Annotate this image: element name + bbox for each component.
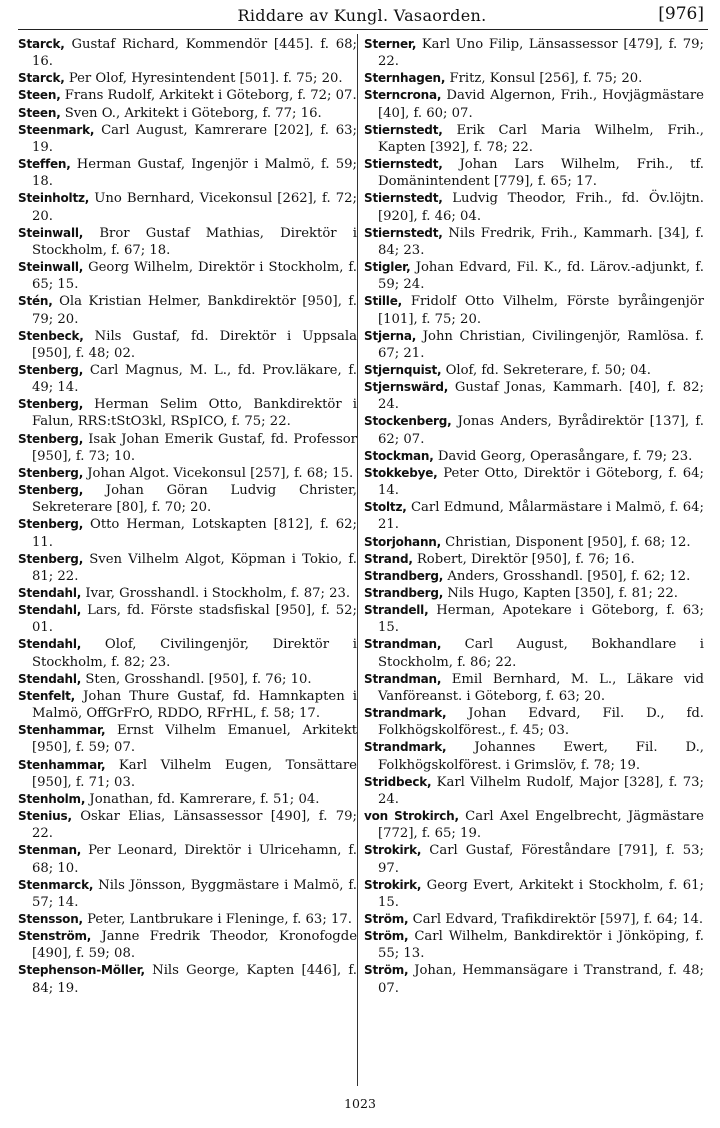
entry-surname: Stensson, (18, 911, 83, 926)
entry-details: Isak Johan Emerik Gustaf, fd. Professor [950], f. 73; 10. (32, 431, 357, 464)
register-entry (364, 448, 704, 465)
entry-surname: Stoltz, (364, 500, 407, 515)
entry-surname: Stenhammar, (18, 723, 106, 738)
entry-details: Johannes Ewert, Fil. D., Folkhögskolförest. i Grimslöv, f. 78; 19. (378, 740, 704, 773)
entry-surname: Starck, (18, 37, 65, 51)
entry-details: Johan Edvard, Fil. K., fd. Lärov.-adjunkt, f. 59; 24. (378, 260, 704, 293)
register-entry (18, 585, 357, 602)
entry-details: Carl Edvard, Trafikdirektör [597], f. 64; 14. (408, 911, 704, 927)
register-entry (18, 105, 357, 122)
register-entry (364, 602, 704, 636)
register-entry (364, 379, 704, 413)
register-entry (18, 671, 357, 688)
entry-details: Carl Edmund, Målarmästare i Malmö, f. 64; 21. (378, 500, 704, 533)
entry-surname: Stjerna, (364, 328, 417, 343)
entry-details: Nils Gustaf, fd. Direktör i Uppsala [950], f. 48; 02. (32, 328, 357, 361)
register-entry (18, 122, 357, 156)
register-entry (18, 328, 357, 362)
register-entry (364, 808, 704, 842)
entry-surname: Stendahl, (18, 586, 82, 600)
entry-details: Erik Carl Maria Wilhelm, Frih., Kapten [392], f. 78; 22. (378, 122, 704, 155)
register-entry (364, 328, 704, 362)
entry-details: Herman Selim Otto, Bankdirektör i Falun, RRS:tStO3kl, RSpICO, f. 75; 22. (32, 397, 357, 430)
entry-surname: Stockman, (364, 448, 434, 463)
register-entry (18, 36, 357, 70)
entry-details: David Algernon, Frih., Hovjägmästare [40], f. 60; 07. (378, 88, 704, 121)
entry-surname: Steffen, (18, 157, 71, 172)
entry-details: Nils Fredrik, Frih., Kammarh. [34], f. 84; 23. (378, 225, 704, 258)
register-entry (364, 499, 704, 533)
register-entry (18, 722, 357, 756)
register-entry (18, 190, 357, 224)
bracketed-page-number: [976] (658, 4, 704, 24)
entry-details: Johan Thure Gustaf, fd. Hamnkapten i Malmö, OffGrFrO, RDDO, RFrHL, f. 58; 17. (32, 688, 357, 722)
entry-surname: Stenman, (18, 843, 82, 858)
entry-details: Johan Lars Wilhelm, Frih., tf. Domänintendent [779], f. 65; 17. (378, 157, 704, 190)
entry-surname: Strandman, (364, 637, 442, 652)
entry-details: Carl August, Bokhandlare i Stockholm, f. 86; 22. (378, 637, 704, 670)
entry-surname: Sterncrona, (364, 88, 442, 103)
entry-surname: Strokirk, (364, 877, 422, 892)
entry-details: Carl Magnus, M. L., fd. Prov.läkare, f. 49; 14. (32, 362, 357, 396)
entry-surname: von Strokirch, (364, 809, 459, 824)
entry-surname: Ström, (364, 911, 409, 926)
entry-surname: Steenmark, (18, 122, 95, 137)
entry-surname: Strandmark, (364, 706, 447, 721)
register-entry (18, 516, 357, 550)
register-entry (364, 585, 704, 602)
entry-surname: Storjohann, (364, 534, 441, 549)
entry-details: Per Leonard, Direktör i Ulricehamn, f. 68; 10. (32, 843, 357, 876)
entry-surname: Stokkebye, (364, 465, 438, 480)
register-entry (18, 842, 357, 876)
entry-details: Johan Göran Ludvig Christer, Sekreterare [80], f. 70; 20. (32, 483, 357, 516)
entry-details: Sten, Grosshandl. [950], f. 76; 10. (81, 671, 312, 687)
register-entry (18, 757, 357, 791)
register-entry (18, 602, 357, 636)
entry-details: Olof, fd. Sekreterare, f. 50; 04. (441, 362, 651, 378)
entry-details: Jonathan, fd. Kamrerare, f. 51; 04. (85, 791, 320, 807)
entry-surname: Stenholm, (18, 791, 86, 806)
register-entry (18, 688, 357, 722)
entry-details: Otto Herman, Lotskapten [812], f. 62; 11. (32, 517, 357, 550)
register-entry (364, 122, 704, 156)
entry-surname: Stendahl, (18, 603, 82, 618)
entry-details: Karl Vilhelm Eugen, Tonsättare [950], f. 71; 03. (32, 757, 357, 790)
entry-surname: Stenberg, (18, 362, 84, 377)
register-entry (364, 362, 704, 379)
entry-surname: Steen, (18, 88, 61, 103)
page-header (18, 4, 706, 30)
entry-surname: Stiernstedt, (364, 225, 443, 240)
entry-surname: Strokirk, (364, 843, 422, 858)
entry-surname: Stenbeck, (18, 328, 84, 343)
entry-surname: Stenberg, (18, 517, 84, 532)
entry-surname: Stenström, (18, 929, 92, 944)
entry-surname: Strandberg, (364, 586, 444, 600)
entry-surname: Stenmarck, (18, 877, 94, 892)
entry-details: Carl Gustaf, Föreståndare [791], f. 53; 97. (378, 843, 704, 876)
register-entry (18, 225, 357, 259)
entry-surname: Stjernswärd, (364, 380, 449, 395)
entry-surname: Starck, (18, 71, 65, 86)
register-entry (364, 636, 704, 670)
register-entry (18, 259, 357, 293)
entry-surname: Stephenson-Möller, (18, 963, 145, 978)
entry-details: Carl Wilhelm, Bankdirektör i Jönköping, f. 55; 13. (378, 929, 704, 962)
register-entry (18, 156, 357, 190)
register-entry (364, 259, 704, 293)
register-entry (18, 465, 357, 482)
register-entry (364, 928, 704, 962)
entry-details: Nils Hugo, Kapten [350], f. 81; 22. (443, 586, 678, 601)
register-entry (18, 396, 357, 430)
register-entry (364, 70, 704, 87)
entry-details: Gustaf Jonas, Kammarh. [40], f. 82; 24. (378, 380, 704, 413)
register-entry (364, 962, 704, 996)
register-entry (18, 808, 357, 842)
register-entry (364, 774, 704, 808)
entry-surname: Stendahl, (18, 671, 82, 686)
register-entry (364, 190, 704, 224)
register-entry (364, 465, 704, 499)
entry-details: Sven Vilhelm Algot, Köpman i Tokio, f. 81; 22. (32, 551, 357, 584)
entry-surname: Stenius, (18, 809, 72, 824)
entry-surname: Strandell, (364, 603, 429, 618)
entry-details: Uno Bernhard, Vicekonsul [262], f. 72; 20. (32, 191, 357, 224)
entry-details: Nils Jönsson, Byggmästare i Malmö, f. 57; 14. (32, 877, 357, 910)
entry-details: Fritz, Konsul [256], f. 75; 20. (445, 71, 643, 87)
entry-surname: Stenberg, (18, 465, 84, 480)
entry-details: Peter, Lantbrukare i Fleninge, f. 63; 17. (82, 911, 352, 927)
entry-details: Karl Uno Filip, Länsassessor [479], f. 79; 22. (378, 37, 704, 70)
entry-details: Per Olof, Hyresintendent [501]. f. 75; 20. (64, 71, 343, 87)
register-entry (364, 842, 704, 876)
entry-details: Oskar Elias, Länsassessor [490], f. 79; 22. (32, 809, 357, 842)
register-entry (18, 928, 357, 962)
entry-surname: Stiernstedt, (364, 157, 443, 172)
header-rule (18, 29, 708, 30)
register-entry (18, 431, 357, 465)
entry-surname: Strandmark, (364, 740, 447, 755)
entry-surname: Stenberg, (18, 431, 84, 446)
entry-details: Bror Gustaf Mathias, Direktör i Stockholm, f. 67; 18. (32, 225, 357, 258)
entry-surname: Strand, (364, 551, 413, 566)
entry-details: Jonas Anders, Byrådirektör [137], f. 62; 07. (378, 414, 704, 447)
entry-surname: Stenberg, (18, 397, 84, 412)
entry-surname: Stiernstedt, (364, 191, 443, 206)
entry-details: Carl August, Kamrerare [202], f. 63; 19. (32, 122, 357, 155)
register-entry (18, 482, 357, 516)
register-entry (364, 671, 704, 705)
entry-details: Ola Kristian Helmer, Bankdirektör [950], f. 79; 20. (32, 294, 357, 327)
register-entry (364, 911, 704, 928)
running-title: Riddare av Kungl. Vasaorden. (237, 6, 487, 25)
register-entry (364, 534, 704, 551)
entry-details: Johan Algot. Vicekonsul [257], f. 68; 15. (83, 465, 354, 481)
entry-surname: Stille, (364, 294, 403, 309)
entry-surname: Stockenberg, (364, 414, 452, 429)
entry-details: Anders, Grosshandl. [950], f. 62; 12. (443, 568, 691, 584)
entry-surname: Stenberg, (18, 551, 84, 566)
entry-surname: Ström, (364, 929, 409, 944)
register-entry (364, 551, 704, 568)
page-footer-number: 1023 (344, 1096, 376, 1111)
entry-details: Carl Axel Engelbrecht, Jägmästare [772], f. 65; 19. (378, 809, 704, 842)
register-entry (364, 568, 704, 585)
entry-surname: Steinwall, (18, 225, 84, 240)
register-entry (18, 791, 357, 808)
register-entry (364, 413, 704, 447)
entry-details: Johan Edvard, Fil. D., fd. Folkhögskolförest., f. 45; 03. (378, 706, 704, 739)
entry-details: Christian, Disponent [950], f. 68; 12. (440, 534, 691, 550)
register-entry (364, 293, 704, 327)
register-entry (364, 36, 704, 70)
entry-surname: Steinwall, (18, 260, 84, 275)
register-entry (364, 156, 704, 190)
entry-surname: Stenfelt, (18, 688, 76, 703)
entry-surname: Strandberg, (364, 568, 444, 583)
register-entry (364, 87, 704, 121)
entry-details: Lars, fd. Förste stadsfiskal [950], f. 52; 01. (32, 603, 357, 636)
register-entry (364, 225, 704, 259)
register-entry (364, 739, 704, 773)
entry-details: David Georg, Operasångare, f. 79; 23. (433, 448, 693, 464)
entry-surname: Stjernquist, (364, 362, 442, 377)
entry-surname: Stendahl, (18, 637, 82, 652)
entry-surname: Stridbeck, (364, 774, 432, 789)
column-divider (357, 34, 358, 1086)
entry-details: Georg Evert, Arkitekt i Stockholm, f. 61; 15. (378, 877, 704, 910)
entry-details: Ludvig Theodor, Frih., fd. Öv.löjtn. [920], f. 46; 04. (378, 191, 704, 224)
entry-details: Peter Otto, Direktör i Göteborg, f. 64; 14. (378, 465, 704, 499)
entry-details: Ernst Vilhelm Emanuel, Arkitekt [950], f. 59; 07. (32, 723, 357, 756)
register-entry (18, 636, 357, 670)
register-entry (364, 705, 704, 739)
entry-details: Fridolf Otto Vilhelm, Förste byråingenjör [101], f. 75; 20. (378, 294, 704, 327)
entry-surname: Stigler, (364, 260, 411, 275)
register-entry (18, 911, 357, 928)
entry-surname: Steinholtz, (18, 191, 90, 206)
entry-details: Gustaf Richard, Kommendör [445]. f. 68; 16. (32, 37, 357, 70)
register-entry (18, 87, 357, 104)
left-column (18, 36, 357, 997)
entry-surname: Steen, (18, 105, 61, 120)
entry-details: Ivar, Grosshandl. i Stockholm, f. 87; 23. (81, 586, 351, 601)
register-entry (18, 70, 357, 87)
entry-details: Janne Fredrik Theodor, Kronofogde [490], f. 59; 08. (32, 929, 357, 962)
entry-surname: Sternhagen, (364, 71, 446, 86)
right-column (364, 36, 704, 997)
entry-details: Herman, Apotekare i Göteborg, f. 63; 15. (378, 603, 704, 636)
entry-details: Sven O., Arkitekt i Göteborg, f. 77; 16. (60, 105, 322, 121)
entry-details: John Christian, Civilingenjör, Ramlösa. f. 67; 21. (378, 328, 704, 361)
register-entry (18, 962, 357, 996)
entry-surname: Stenhammar, (18, 757, 106, 772)
entry-details: Herman Gustaf, Ingenjör i Malmö, f. 59; 18. (32, 157, 357, 190)
register-entry (18, 551, 357, 585)
entry-details: Olof, Civilingenjör, Direktör i Stockholm, f. 82; 23. (32, 637, 357, 670)
entry-details: Nils George, Kapten [446], f. 84; 19. (32, 963, 357, 996)
entry-details: Karl Vilhelm Rudolf, Major [328], f. 73; 24. (378, 774, 704, 807)
entry-surname: Sterner, (364, 37, 417, 51)
register-entry (18, 293, 357, 327)
entry-details: Emil Bernhard, M. L., Läkare vid Vanföreanst. i Göteborg, f. 63; 20. (378, 671, 704, 704)
entry-surname: Stenberg, (18, 483, 84, 498)
entry-details: Johan, Hemmansägare i Transtrand, f. 48; 07. (378, 963, 704, 996)
entry-surname: Strandman, (364, 671, 442, 686)
entry-details: Robert, Direktör [950], f. 76; 16. (412, 551, 635, 567)
register-entry (18, 877, 357, 911)
entry-details: Georg Wilhelm, Direktör i Stockholm, f. 65; 15. (32, 260, 357, 293)
entry-surname: Ström, (364, 963, 409, 978)
entry-surname: Stén, (18, 294, 53, 309)
register-entry (18, 362, 357, 396)
entry-details: Frans Rudolf, Arkitekt i Göteborg, f. 72; 07. (60, 88, 357, 104)
register-entry (364, 877, 704, 911)
entry-surname: Stiernstedt, (364, 122, 443, 137)
